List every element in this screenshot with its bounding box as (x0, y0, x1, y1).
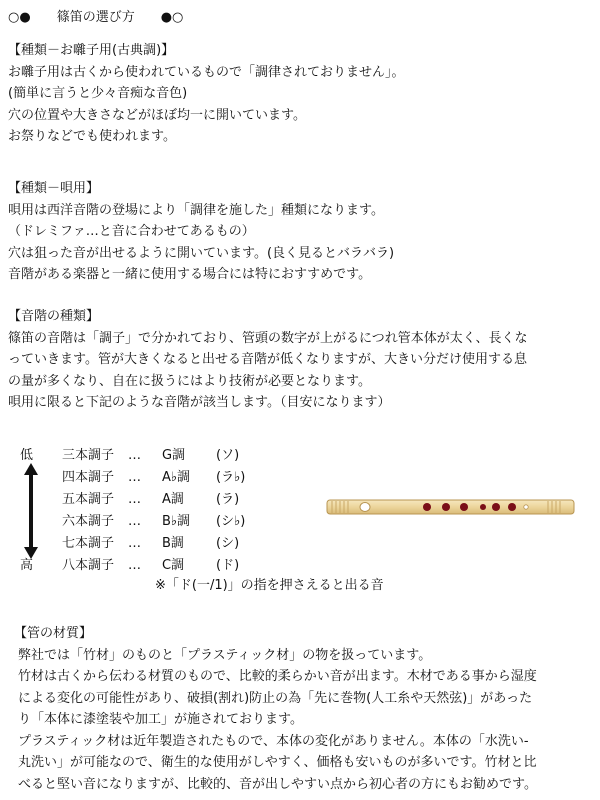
note-name: (ソ) (216, 448, 240, 463)
low-label: 低 (20, 448, 34, 463)
flute-name: 七本調子 (62, 536, 115, 551)
section-heading: 【種類－唄用】 (8, 181, 100, 196)
section-heading: 【音階の種類】 (8, 309, 100, 324)
title-text: 篠笛の選び方 (56, 10, 135, 25)
section-line: による変化の可能性があり、破損(割れ)防止の為「先に巻物(人工糸や天然弦)」があった (18, 690, 533, 706)
section-line: プラスティック材は近年製造されたもので、本体の変化がありません。本体の「水洗い- (18, 733, 529, 749)
section-line: (簡単に言うと少々音痴な音色) (8, 86, 188, 101)
section-line: べると堅い音になりますが、比較的、音が出しやすい点から初心者の方にもお勧めです。 (18, 776, 537, 792)
section-material (14, 623, 598, 795)
title-mark-left: ○● (8, 10, 31, 25)
key: C調 (162, 558, 185, 573)
section-line: 丸洗い」が可能なので、衛生的な使用がしやすく、価格も安いものが多いです。竹材と比 (18, 755, 537, 770)
note-name: (シ) (216, 536, 240, 551)
section-uta (8, 178, 592, 286)
note-name: (ラ) (216, 492, 240, 507)
scale-row: 六本調子 … B♭調 (シ♭) (62, 510, 245, 529)
up-down-arrow-icon (24, 463, 38, 559)
title-mark-right: ●○ (160, 10, 184, 25)
scale-row: 七本調子 … B調 (シ) (62, 532, 239, 551)
note-name: (ラ♭) (216, 470, 246, 485)
fingering-note: ※「ド(一/1)」の指を押さえると出る音 (155, 578, 384, 593)
scale-row: 三本調子 … G調 (ソ) (62, 444, 239, 463)
key: B♭調 (162, 514, 191, 529)
section-scale-types (8, 306, 592, 414)
section-line: り「本体に漆塗装や加工」が施されております。 (18, 712, 303, 727)
flute-name: 六本調子 (62, 514, 115, 529)
section-heading: 【種類－お囃子用(古典調)】 (8, 43, 175, 58)
section-line: お囃子用は古くから使われているもので「調律されておりません」。 (8, 64, 405, 80)
section-line: （ドレミファ…と音に合わせてあるもの） (8, 224, 255, 239)
section-line: っていきます。管が大きくなると出せる音階が低くなりますが、大きい分だけ使用する息 (8, 352, 527, 367)
key: B調 (162, 536, 184, 551)
section-line: 穴の位置や大きさなどがほぼ均一に開いています。 (8, 107, 306, 123)
section-line: 穴は狙った音が出せるように開いています。(良く見るとバラバラ) (8, 245, 395, 261)
flute-name: 五本調子 (62, 492, 115, 507)
section-ohayashi (8, 40, 592, 148)
section-line: 篠笛の音階は「調子」で分かれており、管頭の数字が上がるにつれ管本体が太く、長くな (8, 330, 528, 346)
section-line: 竹材は古くから伝わる材質のもので、比較的柔らかい音が出ます。木材である事から湿度 (18, 669, 537, 684)
scale-row: 五本調子 … A調 (ラ) (62, 488, 239, 507)
key: A♭調 (162, 470, 191, 485)
page-title (8, 6, 183, 25)
section-line: の量が多くなり、自在に扱うにはより技術が必要となります。 (8, 373, 371, 389)
note-name: (シ♭) (216, 514, 246, 529)
section-line: 弊社では「竹材」のものと「プラスティック材」の物を扱っています。 (18, 647, 432, 663)
key: A調 (162, 492, 184, 507)
shinobue-flute-image (326, 498, 576, 518)
section-line: 音階がある楽器と一緒に使用する場合には特におすすめです。 (8, 267, 372, 282)
high-label: 高 (20, 558, 34, 573)
section-line: 唄用は西洋音階の登場により「調律を施した」種類になります。 (8, 202, 384, 218)
note-name: (ド) (216, 558, 240, 573)
section-line: 唄用に限ると下記のような音階が該当します。（目安になります） (8, 395, 391, 410)
section-heading: 【管の材質】 (14, 626, 93, 641)
flute-name: 三本調子 (62, 448, 115, 463)
scale-row: 八本調子 … C調 (ド) (62, 554, 239, 573)
key: G調 (162, 448, 186, 463)
section-line: お祭りなどでも使われます。 (8, 129, 176, 144)
flute-name: 八本調子 (62, 558, 115, 573)
scale-row: 四本調子 … A♭調 (ラ♭) (62, 466, 245, 485)
flute-name: 四本調子 (62, 470, 115, 485)
